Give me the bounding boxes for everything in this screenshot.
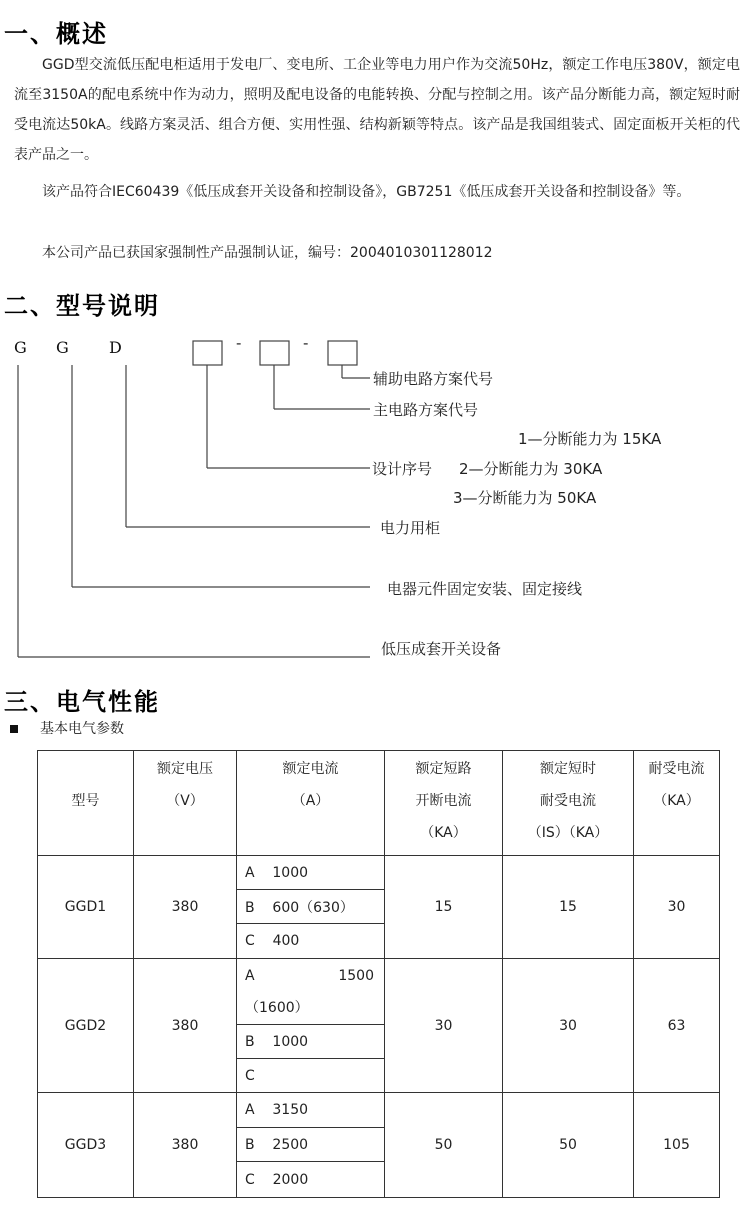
- label-design-number: 设计序号: [372, 460, 433, 478]
- cell-current: B 1000: [237, 1025, 385, 1059]
- cell-current: A 3150: [237, 1093, 385, 1128]
- code-dash-2: -: [303, 334, 309, 352]
- cell-voltage: 380: [134, 1093, 237, 1198]
- cell-current: C 400: [237, 924, 385, 959]
- section-overview-title: 一、概述: [4, 20, 108, 48]
- label-option-3: 3—分断能力为 50KA: [453, 489, 597, 507]
- code-dash-1: -: [236, 334, 242, 352]
- cell-withstand: 105: [634, 1093, 720, 1198]
- code-letter-d: D: [109, 338, 122, 357]
- subtitle-text: 基本电气参数: [40, 721, 124, 737]
- section-model-title: 二、型号说明: [4, 292, 160, 320]
- cell-short: 30: [503, 959, 634, 1093]
- cell-break: 50: [385, 1093, 503, 1198]
- cell-short: 50: [503, 1093, 634, 1198]
- subtitle-basic-params: [10, 718, 124, 738]
- table-header-row: [38, 751, 720, 856]
- header-current: 额定电流 （A）: [237, 751, 385, 856]
- header-short-time-current: 额定短时 耐受电流 （IS）（KA）: [503, 751, 634, 856]
- label-lv-switchgear: 低压成套开关设备: [381, 640, 502, 658]
- header-voltage: 额定电压 （V）: [134, 751, 237, 856]
- cell-break: 15: [385, 856, 503, 959]
- label-power-cabinet: 电力用柜: [380, 519, 441, 537]
- code-box-aux: [328, 341, 357, 365]
- cell-current: B 600（630）: [237, 890, 385, 924]
- cell-current: B 2500: [237, 1128, 385, 1162]
- bullet-square-icon: [10, 725, 18, 733]
- table-row: [38, 1093, 720, 1128]
- code-letter-g1: G: [14, 338, 27, 357]
- table-row: [38, 959, 720, 1025]
- header-break-current: 额定短路 开断电流 （KA）: [385, 751, 503, 856]
- cell-voltage: 380: [134, 959, 237, 1093]
- cell-model: GGD1: [38, 856, 134, 959]
- cell-current: A 1000: [237, 856, 385, 890]
- cell-current: C 2000: [237, 1162, 385, 1198]
- overview-paragraph-1: GGD型交流低压配电柜适用于发电厂、变电所、工企业等电力用户作为交流50Hz，额定工作电压380V，额定电流至3150A的配电系统中作为动力，照明及配电设备的电能转换、分配与控制之用。该产品分断能力高，额定短时耐受电流达50kA。线路方案灵活、组合方便、实用性强、结构新颖等特点。该产品是我国组装式、固定面板开关柜的代表产品之一。: [14, 57, 740, 163]
- cell-withstand: 63: [634, 959, 720, 1093]
- cell-break: 30: [385, 959, 503, 1093]
- section-electrical-title: 三、电气性能: [4, 688, 160, 716]
- label-option-2: 2—分断能力为 30KA: [459, 460, 603, 478]
- table-row: [38, 856, 720, 890]
- overview-paragraph-3: 本公司产品已获国家强制性产品强制认证，编号：2004010301128012: [42, 245, 493, 261]
- cell-model: GGD3: [38, 1093, 134, 1198]
- cell-short: 15: [503, 856, 634, 959]
- code-letter-g2: G: [56, 338, 69, 357]
- cell-model: GGD2: [38, 959, 134, 1093]
- label-fixed-install: 电器元件固定安装、固定接线: [387, 580, 583, 598]
- overview-paragraph-2: 该产品符合IEC60439《低压成套开关设备和控制设备》，GB7251《低压成套开关设备和控制设备》等。: [42, 184, 691, 200]
- code-box-design: [193, 341, 222, 365]
- label-option-1: 1—分断能力为 15KA: [518, 430, 662, 448]
- cell-voltage: 380: [134, 856, 237, 959]
- header-withstand-current: 耐受电流 （KA）: [634, 751, 720, 856]
- code-box-main: [260, 341, 289, 365]
- cell-current: C: [237, 1059, 385, 1093]
- cell-current: A 1500 （1600）: [237, 959, 385, 1025]
- electrical-params-table: [37, 750, 720, 1198]
- label-aux-circuit: 辅助电路方案代号: [373, 370, 494, 388]
- cell-withstand: 30: [634, 856, 720, 959]
- label-main-circuit: 主电路方案代号: [373, 401, 479, 419]
- header-model: 型号: [38, 751, 134, 856]
